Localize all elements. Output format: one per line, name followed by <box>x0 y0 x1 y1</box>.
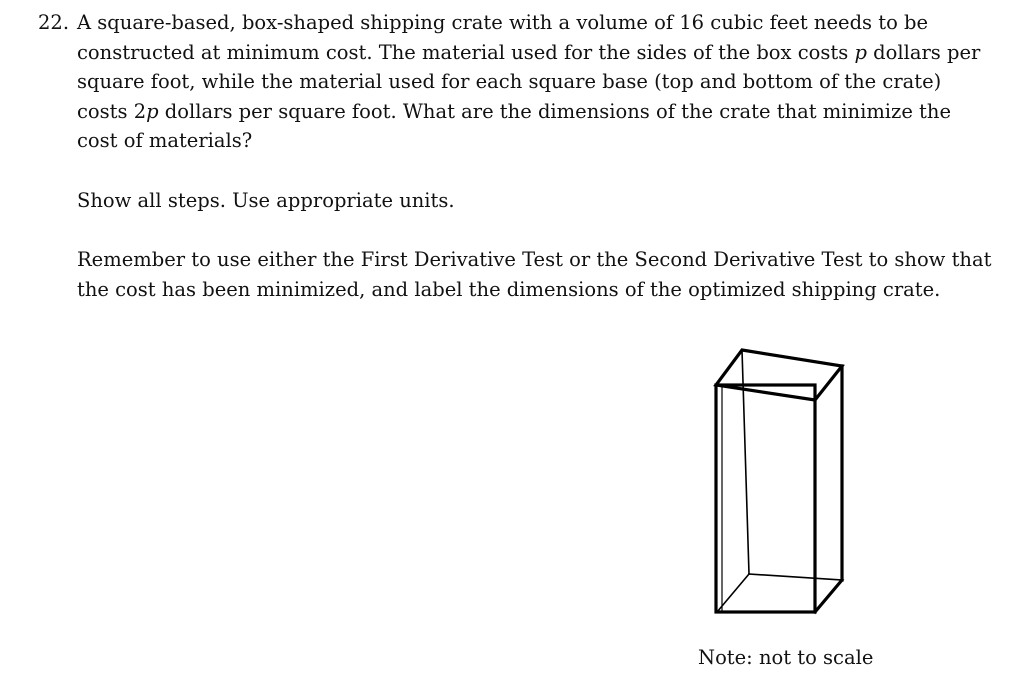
crate-back-edge-bottom <box>749 574 842 580</box>
statement-part-3: dollars per square foot. What are the dimensions of the crate that minimize the cost of materials? <box>77 99 951 152</box>
variable-p-bases: p <box>146 99 159 123</box>
crate-right-edge-bottom <box>815 580 842 612</box>
problem-statement <box>77 8 997 156</box>
variable-p-sides: p <box>854 40 867 64</box>
statement-part-1: A square-based, box-shaped shipping crate with a volume of 16 cubic feet needs to be constructed at minimum cost. The material used for the sides of the box costs <box>77 11 929 64</box>
crate-diagram <box>700 340 860 630</box>
problem-body <box>77 8 997 304</box>
crate-drawing <box>700 340 860 630</box>
instructions-derivative-test: Remember to use either the First Derivative Test or the Second Derivative Test to show that the cost has been minimized, and label the dimensions of the optimized shipping crate. <box>77 248 992 301</box>
statement-part-2: dollars per square foot, while the material used for each square base (top and bottom of the crate) costs 2 <box>77 40 981 123</box>
figure-note: Note: not to scale <box>698 646 874 669</box>
problem-number: 22. <box>38 11 70 34</box>
instructions-steps: Show all steps. Use appropriate units. <box>77 188 455 212</box>
crate-top-face <box>716 350 842 400</box>
